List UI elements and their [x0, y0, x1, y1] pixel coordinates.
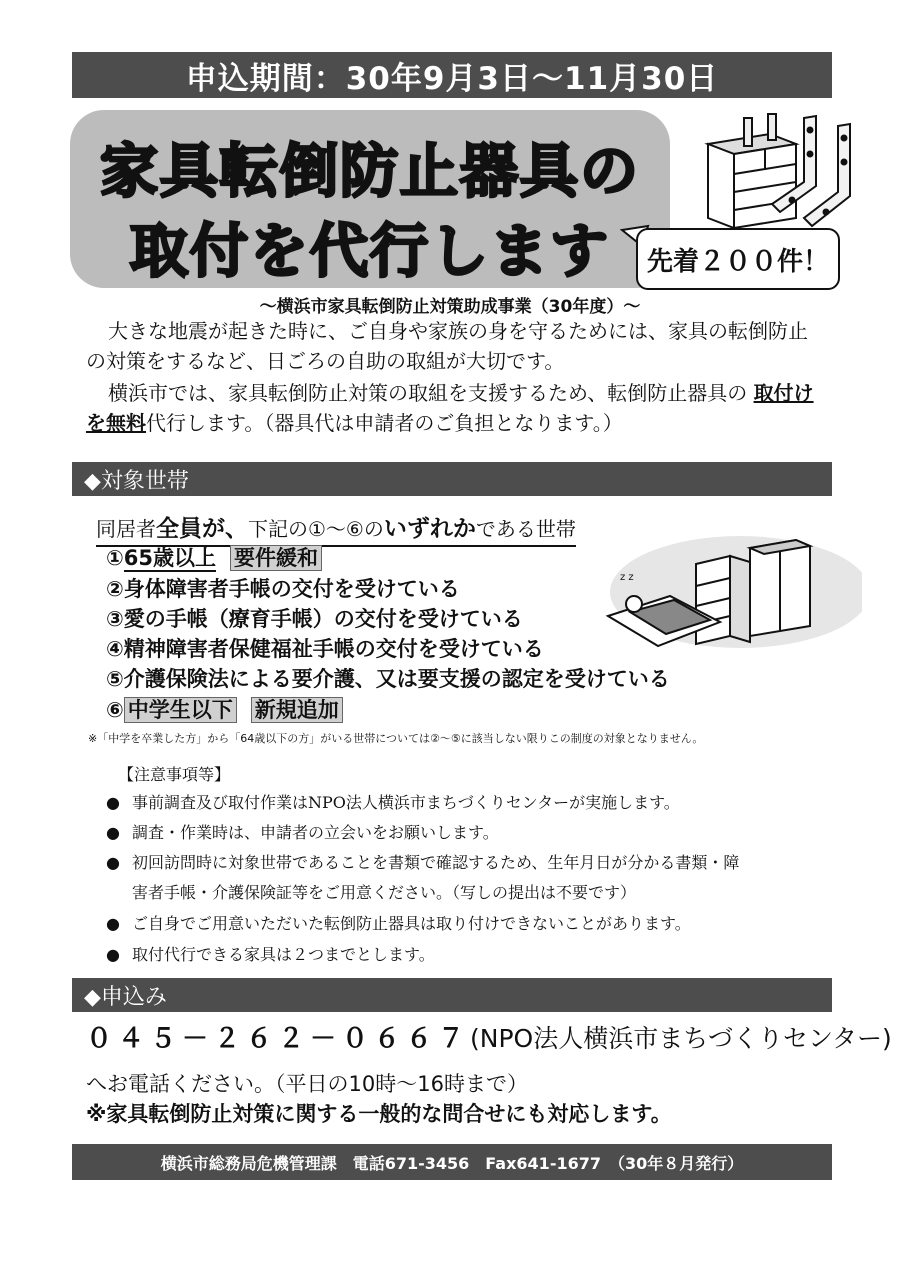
condition-num: ② — [106, 577, 124, 601]
condition-item-2 — [106, 573, 460, 603]
footer-issuer-bar: 横浜市総務局危機管理課 電話671-3456 Fax641-1677 （30年８月発行） — [72, 1144, 832, 1180]
title-line-1: 家具転倒防止器具の — [99, 137, 640, 205]
newly-added-badge: 新規追加 — [251, 697, 343, 723]
section-target-households-header: ◆対象世帯 — [72, 462, 832, 496]
eligibility-intro-a: 同居者 — [96, 517, 156, 541]
condition-item-3 — [106, 603, 523, 633]
condition-num: ⑤ — [106, 667, 124, 691]
note-text: 取付代行できる家具は２つまでとします。 — [132, 945, 435, 964]
title-bubble — [70, 110, 670, 288]
condition-text: 愛の手帳（療育手帳）の交付を受けている — [123, 607, 523, 631]
sleeping-person-illustration — [600, 530, 862, 650]
intro-paragraph-2 — [86, 378, 826, 438]
phone-number[interactable]: ０４５－２６２－０６６７ — [86, 1024, 471, 1054]
title-line-2: 取付を代行します — [129, 217, 610, 285]
svg-text:z z: z z — [620, 572, 634, 583]
condition-item-1 — [106, 542, 322, 572]
note-text: 事前調査及び取付作業はNPO法人横浜市まちづくりセンターが実施します。 — [132, 793, 680, 812]
bullet-icon: ● — [106, 945, 120, 964]
condition-text: 65歳以上 — [123, 546, 217, 570]
condition-num: ⑥ — [106, 698, 124, 722]
intro-paragraph-2-after: 代行します。（器具代は申請者のご負担となります。） — [146, 411, 623, 435]
note-item-3 — [106, 848, 826, 908]
bullet-icon: ● — [106, 914, 120, 933]
note-text: 初回訪問時に対象世帯であることを書類で確認するため、生年月日が分かる書類・障 — [132, 853, 740, 872]
dresser-brackets-illustration — [700, 104, 870, 236]
condition-item-4 — [106, 633, 544, 663]
condition-item-5 — [106, 663, 670, 693]
note-item-2 — [106, 818, 826, 848]
eligibility-footnote: ※「中学を卒業した方」から「64歳以下の方」がいる世帯については②～⑤に該当しない限りこの制度の対象となりません。 — [88, 732, 704, 745]
note-text: 調査・作業時は、申請者の立会いをお願いします。 — [132, 823, 499, 842]
intro-paragraph-1: 大きな地震が起きた時に、ご自身や家族の身を守るためには、家具の転倒防止の対策をするなど、日ごろの自助の取組が大切です。 — [86, 319, 808, 373]
condition-text: 身体障害者手帳の交付を受けている — [123, 577, 460, 601]
condition-text: 介護保険法による要介護、又は要支援の認定を受けている — [123, 667, 670, 691]
bullet-icon: ● — [106, 793, 120, 812]
condition-item-6 — [106, 694, 343, 724]
note-item-5 — [106, 940, 826, 970]
condition-num: ④ — [106, 637, 124, 661]
eligibility-intro-b: 全員が、 — [156, 516, 248, 542]
note-text: ご自身でご用意いただいた転倒防止器具は取り付けできないことがあります。 — [132, 914, 691, 933]
general-inquiry-text: ※家具転倒防止対策に関する一般的な問合せにも対応します。 — [86, 1102, 672, 1126]
condition-text: 中学生以下 — [124, 697, 237, 723]
first-come-promo-callout: 先着２００件！ — [636, 228, 840, 290]
note-item-1 — [106, 788, 826, 818]
bullet-icon: ● — [106, 853, 120, 872]
program-subtitle: ～横浜市家具転倒防止対策助成事業（30年度）～ — [259, 297, 641, 317]
application-period-banner: 申込期間：30年9月3日～11月30日 — [72, 52, 832, 98]
call-hours-text: へお電話ください。（平日の10時～16時まで） — [86, 1072, 528, 1096]
eligibility-intro-c: 下記の①～⑥の — [248, 517, 384, 541]
condition-text: 精神障害者保健福祉手帳の交付を受けている — [123, 637, 544, 661]
eligibility-intro-d: いずれか — [383, 516, 476, 542]
note-text-continued: 害者手帳・介護保険証等をご用意ください。（写しの提出は不要です） — [132, 883, 637, 902]
eligibility-intro-e: である世帯 — [475, 517, 576, 541]
section-apply-header: ◆申込み — [72, 978, 832, 1012]
condition-num: ③ — [106, 607, 124, 631]
notes-heading: 【注意事項等】 — [118, 765, 231, 784]
free-installation-emphasis: 取付けを無料 — [86, 381, 814, 435]
organization-name: (NPO法人横浜市まちづくりセンター) — [470, 1024, 892, 1053]
bullet-icon: ● — [106, 823, 120, 842]
phone-line — [86, 1018, 892, 1055]
note-item-4 — [106, 909, 826, 939]
condition-num: ① — [106, 546, 124, 570]
intro-paragraph-2-before: 横浜市では、家具転倒防止対策の取組を支援するため、転倒防止器具の — [108, 381, 748, 405]
requirement-relaxed-badge: 要件緩和 — [230, 545, 322, 571]
